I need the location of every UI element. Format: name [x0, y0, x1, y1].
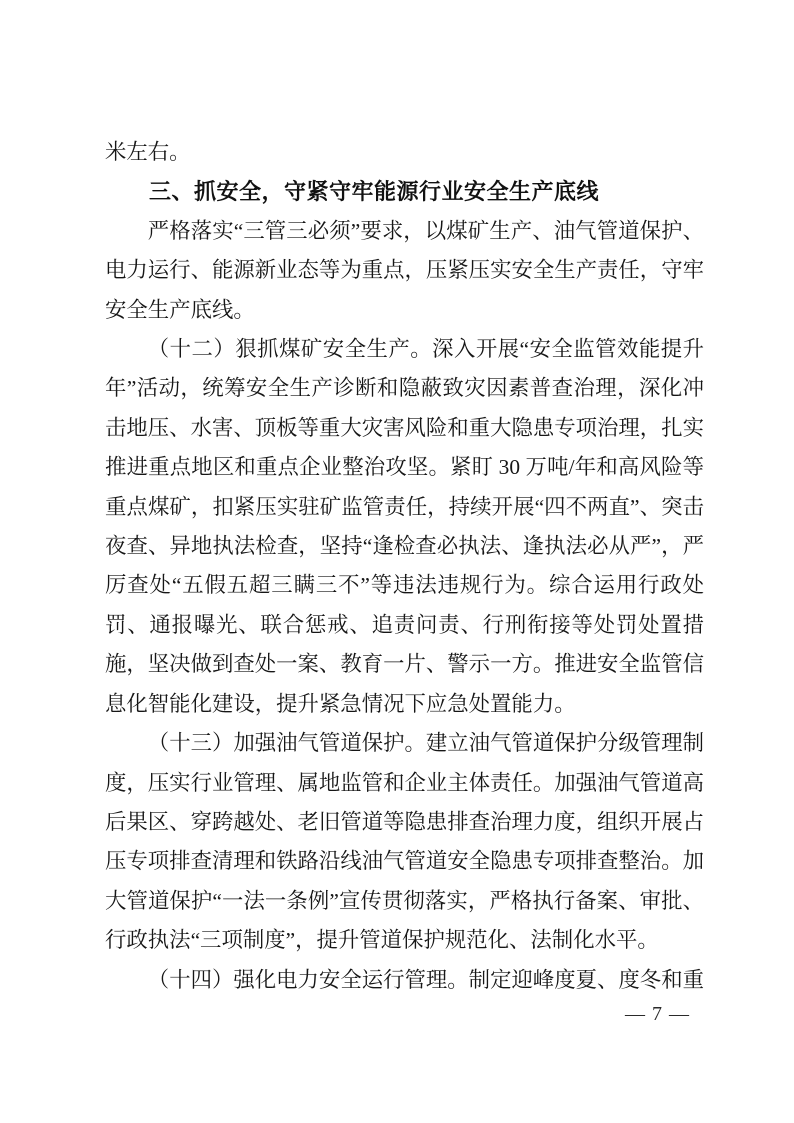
paragraph	[105, 330, 704, 724]
paragraph-text: 建立油气管道保护分级管理制度，压实行业管理、属地监管和企业主体责任。加强油气管道高后果区、穿跨越处、老旧管道等隐患排查治理力度，组织开展占压专项排查清理和铁路沿线油气管道安全隐患专项排查整治。加大管道保护“一法一条例”宣传贯彻落实，严格执行备案、审批、行政执法“三项制度”，提升管道保护规范化、法制化水平。	[105, 731, 704, 953]
page-number: — 7 —	[625, 1003, 690, 1025]
paragraph-lead: （十二）狠抓煤矿安全生产。	[147, 337, 433, 362]
section-heading: 三、抓安全，守紧守牢能源行业安全生产底线	[149, 179, 600, 205]
continuation-paragraph: 米左右。	[105, 140, 191, 164]
paragraph-text: 严格落实“三管三必须”要求，以煤矿生产、油气管道保护、电力运行、能源新业态等为重点，压紧压实安全生产责任，守牢安全生产底线。	[105, 218, 704, 322]
paragraph	[105, 961, 704, 1000]
document-body	[105, 133, 704, 1000]
paragraph	[105, 724, 704, 960]
paragraph-lead: （十三）加强油气管道保护。	[147, 731, 426, 756]
paragraph	[105, 212, 704, 330]
paragraph-lead: （十四）强化电力安全运行管理。	[147, 967, 469, 992]
paragraph-text: 制定迎峰度夏、度冬和重	[468, 967, 704, 992]
paragraph-text: 深入开展“安全监管效能提升年”活动，统筹安全生产诊断和隐蔽致灾因素普查治理，深化冲击地压、水害、顶板等重大灾害风险和重大隐患专项治理，扎实推进重点地区和重点企业整治攻坚。紧盯 30 万吨/年和高风险等重点煤矿，扣紧压实驻矿监管责任，持续开展“四不两直”、突击夜查、异地执法检查，坚持“逢检查必执法、逢执法必从严”，严厉查处“五假五超三瞒三不”等违法违规行为。综合运用行政处罚、通报曝光、联合惩戒、追责问责、行刑衔接等处罚处置措施，坚决做到查处一案、教育一片、警示一方。推进安全监管信息化智能化建设，提升紧急情况下应急处置能力。	[105, 337, 704, 716]
